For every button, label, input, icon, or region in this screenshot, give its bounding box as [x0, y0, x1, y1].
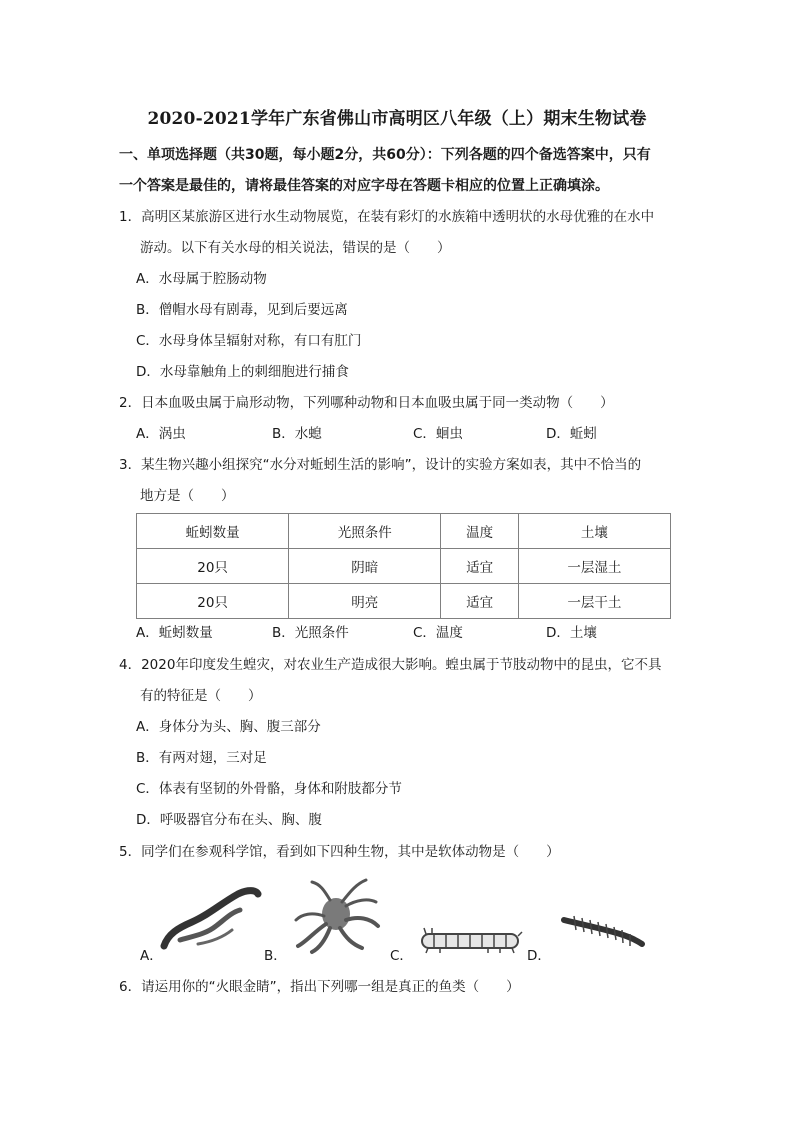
question-1-line-1: 1．高明区某旅游区进行水生动物展览，在装有彩灯的水族箱中透明状的水母优雅的在水中: [119, 209, 655, 225]
table-cell: 适宜: [441, 549, 518, 584]
question-4-option-a: A．身体分为头、胸、腹三部分: [136, 719, 321, 735]
question-2-option-a: A．涡虫: [136, 426, 186, 442]
question-4-option-c: C．体表有坚韧的外骨骼，身体和附肢都分节: [136, 781, 402, 797]
section-line-2: 一个答案是最佳的，请将最佳答案的对应字母在答题卡相应的位置上正确填涂。: [119, 178, 609, 194]
table-cell: 20只: [137, 584, 289, 619]
question-1-option-a: A．水母属于腔肠动物: [136, 271, 267, 287]
question-4-line-2: 有的特征是（ ）: [140, 688, 262, 704]
question-3-option-b: B．光照条件: [272, 625, 349, 641]
question-3-line-1: 3．某生物兴趣小组探究“水分对蚯蚓生活的影响”，设计的实验方案如表，其中不恰当的: [119, 457, 642, 473]
question-3-option-a: A．蚯蚓数量: [136, 625, 213, 641]
experiment-table: [136, 513, 671, 619]
octopus-icon: [290, 876, 386, 956]
question-1-option-b: B．僧帽水母有剧毒，见到后要远离: [136, 302, 348, 318]
table-cell: 一层干土: [518, 584, 670, 619]
table-cell: 明亮: [289, 584, 441, 619]
table-header-cell: 温度: [441, 514, 518, 549]
table-header-cell: 蚯蚓数量: [137, 514, 289, 549]
question-6-line-1: 6．请运用你的“火眼金睛”，指出下列哪一组是真正的鱼类（ ）: [119, 979, 520, 995]
table-header-cell: 土壤: [518, 514, 670, 549]
question-3-line-2: 地方是（ ）: [140, 488, 235, 504]
centipede-icon: [560, 910, 646, 950]
question-3-option-c: C．温度: [413, 625, 463, 641]
question-5-line-1: 5．同学们在参观科学馆，看到如下四种生物，其中是软体动物是（ ）: [119, 844, 560, 860]
question-1-option-c: C．水母身体呈辐射对称，有口有肛门: [136, 333, 362, 349]
question-3-option-d: D．土壤: [546, 625, 597, 641]
table-cell: 20只: [137, 549, 289, 584]
section-line-1: 一、单项选择题（共30题，每小题2分，共60分）：下列各题的四个备选答案中，只有: [119, 147, 651, 163]
question-1-option-d: D．水母靠触角上的刺细胞进行捕食: [136, 364, 349, 380]
table-cell: 阴暗: [289, 549, 441, 584]
table-header-cell: 光照条件: [289, 514, 441, 549]
question-1-line-2: 游动。以下有关水母的相关说法，错误的是（ ）: [140, 240, 451, 256]
section-instructions: [119, 140, 679, 202]
question-4-option-d: D．呼吸器官分布在头、胸、腹: [136, 812, 322, 828]
table-header-row: [137, 514, 671, 549]
question-4-option-b: B．有两对翅，三对足: [136, 750, 267, 766]
table-row: [137, 584, 671, 619]
question-2-option-c: C．蛔虫: [413, 426, 463, 442]
table-row: [137, 549, 671, 584]
figure-label-b: B．: [264, 948, 287, 964]
figure-label-c: C．: [390, 948, 413, 964]
table-cell: 适宜: [441, 584, 518, 619]
question-4-line-1: 4．2020年印度发生蝗灾，对农业生产造成很大影响。蝗虫属于节肢动物中的昆虫，它不具: [119, 657, 662, 673]
question-2-option-d: D．蚯蚓: [546, 426, 597, 442]
table-cell: 一层湿土: [518, 549, 670, 584]
eel-icon: [158, 882, 262, 954]
figure-label-d: D．: [527, 948, 551, 964]
figure-label-a: A．: [140, 948, 163, 964]
page-title: 2020-2021学年广东省佛山市高明区八年级（上）期末生物试卷: [147, 109, 647, 129]
caterpillar-icon: [418, 922, 526, 958]
question-2-option-b: B．水螅: [272, 426, 322, 442]
question-2-line-1: 2．日本血吸虫属于扁形动物，下列哪种动物和日本血吸虫属于同一类动物（ ）: [119, 395, 614, 411]
